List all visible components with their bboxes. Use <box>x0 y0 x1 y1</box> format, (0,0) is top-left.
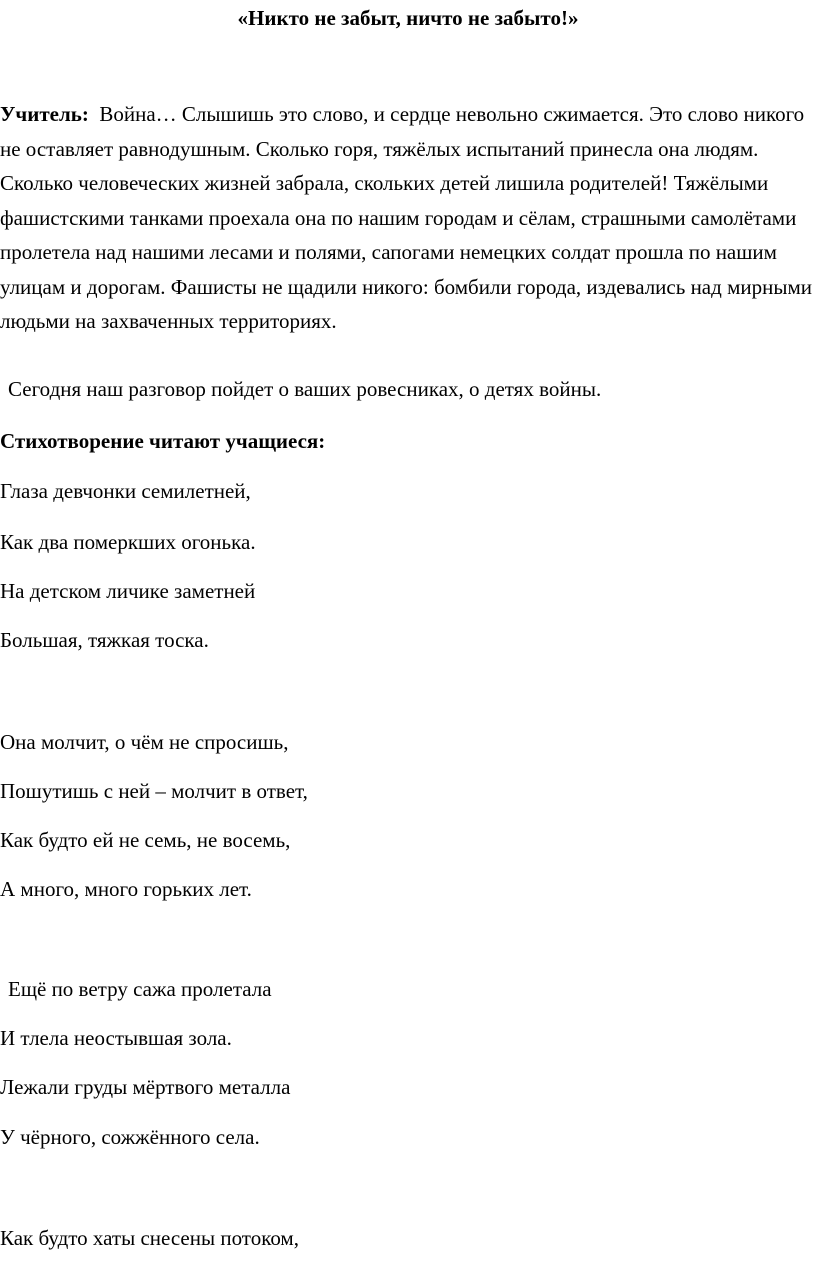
poem-line: А много, много горьких лет. <box>0 877 252 901</box>
poem-line: Как будто хаты снесены потоком, <box>0 1226 299 1250</box>
poem-line: У чёрного, сожжённого села. <box>0 1125 260 1149</box>
speaker-label: Учитель: <box>0 102 89 126</box>
poem-line: Как будто ей не семь, не восемь, <box>0 828 291 852</box>
intro-paragraph <box>0 97 816 339</box>
intro-text: Война… Слышишь это слово, и сердце невольно сжимается. Это слово никого не оставляет равнодушным. Сколько горя, тяжёлых испытаний принесла она людям. Сколько человеческих жизней забрала, скольких детей лишила родителей! Тяжёлыми фашистскими танками проехала она по нашим городам и сёлам, страшными самолётами пролетела над нашими лесами и полями, сапогами немецких солдат прошла по нашим улицам и дорогам. Фашисты не щадили никого: бомбили города, издевались над мирными людьми на захваченных территориях. <box>0 102 812 333</box>
poem-line: Лежали груды мёртвого металла <box>0 1075 291 1099</box>
poem-line: Она молчит, о чём не спросишь, <box>0 730 289 754</box>
poem-heading: Стихотворение читают учащиеся: <box>0 429 326 453</box>
poem-line: Как два померкших огонька. <box>0 530 256 554</box>
poem-line: Ещё по ветру сажа пролетала <box>8 977 272 1001</box>
poem-line: Большая, тяжкая тоска. <box>0 628 209 652</box>
document-title: «Никто не забыт, ничто не забыто!» <box>237 6 579 30</box>
poem-line: Глаза девчонки семилетней, <box>0 479 251 503</box>
today-paragraph: Сегодня наш разговор пойдет о ваших ровесниках, о детях войны. <box>8 377 602 401</box>
poem-line: И тлела неостывшая зола. <box>0 1026 232 1050</box>
poem-line: На детском личике заметней <box>0 579 256 603</box>
poem-line: Пошутишь с ней – молчит в ответ, <box>0 779 308 803</box>
